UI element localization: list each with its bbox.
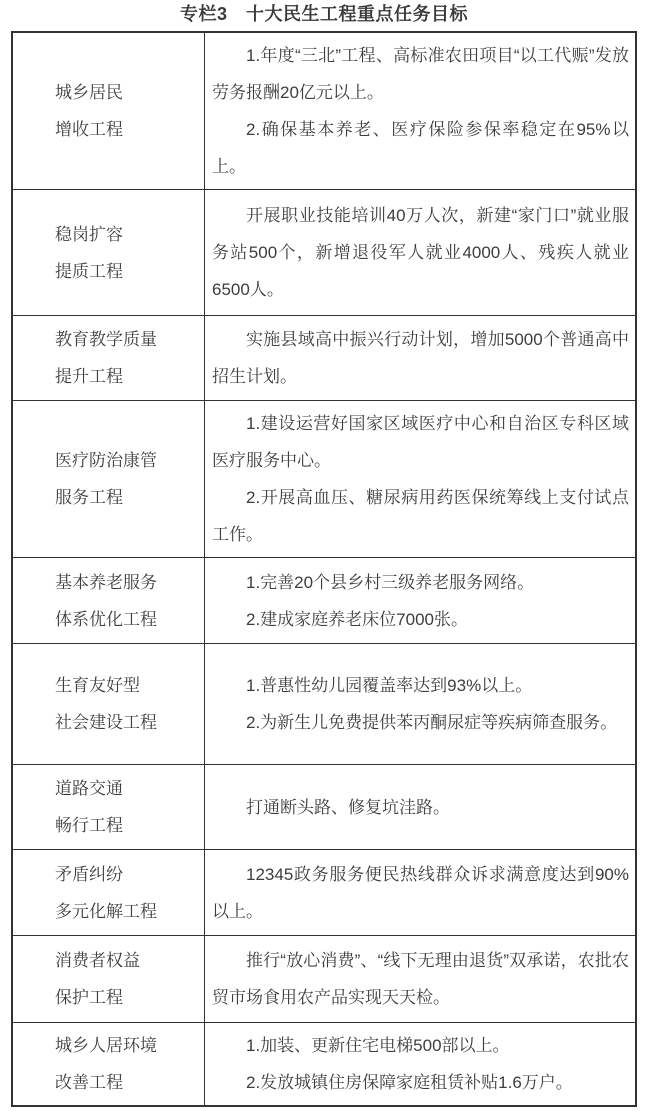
- task-detail-cell: [205, 644, 635, 764]
- task-paragraph: 1.完善20个县乡村三级养老服务网络。: [246, 572, 535, 592]
- panel-title: 专栏3 十大民生工程重点任务目标: [179, 4, 468, 24]
- project-name-line: 道路交通: [55, 779, 123, 798]
- task-paragraph: 2.为新生儿免费提供苯丙酮尿症等疾病筛查服务。: [246, 713, 618, 732]
- project-name-line: 矛盾纠纷: [55, 864, 123, 884]
- task-detail-cell: [205, 850, 635, 935]
- task-detail-cell: [205, 190, 635, 315]
- project-name-line: 医疗防治康管: [55, 451, 157, 470]
- task-paragraph: 2.建成家庭养老床位7000张。: [246, 609, 468, 629]
- task-paragraph: 1.普惠性幼儿园覆盖率达到93%以上。: [246, 676, 533, 695]
- task-paragraph: 12345政务服务便民热线群众诉求满意度达到90%以上。: [212, 864, 629, 921]
- project-name-line: 城乡人居环境: [55, 1036, 157, 1055]
- tasks-table: [11, 31, 637, 1107]
- project-name-line: 多元化解工程: [55, 901, 157, 921]
- table-row: [13, 33, 635, 189]
- project-name-cell: [13, 644, 205, 764]
- project-name-cell: [13, 33, 205, 189]
- table-row: [13, 643, 635, 764]
- task-detail-cell: [205, 316, 635, 400]
- project-name-line: 稳岗扩容: [55, 224, 123, 244]
- project-name-line: 提质工程: [55, 261, 123, 281]
- task-detail-cell: [205, 1023, 635, 1105]
- table-row: [13, 935, 635, 1022]
- task-detail-cell: [205, 33, 635, 189]
- project-name-cell: [13, 850, 205, 935]
- table-row: [13, 1022, 635, 1105]
- project-name-cell: [13, 558, 205, 643]
- project-name-line: 生育友好型: [55, 676, 140, 695]
- project-name-cell: [13, 401, 205, 557]
- project-name-line: 保护工程: [55, 988, 123, 1007]
- project-name-line: 城乡居民: [55, 83, 123, 102]
- task-paragraph: 推行“放心消费”、“线下无理由退货”双承诺，农批农贸市场食用农产品实现天天检。: [212, 951, 629, 1007]
- project-name-cell: [13, 765, 205, 849]
- project-name-line: 服务工程: [55, 488, 123, 507]
- project-name-line: 消费者权益: [55, 951, 140, 970]
- table-row: [13, 400, 635, 557]
- project-name-line: 增收工程: [55, 120, 123, 139]
- task-detail-cell: [205, 936, 635, 1022]
- task-paragraph: 实施县域高中振兴行动计划，增加5000个普通高中招生计划。: [212, 330, 629, 386]
- project-name-line: 改善工程: [55, 1073, 123, 1092]
- task-paragraph: 1.建设运营好国家区域医疗中心和自治区专科区域医疗服务中心。: [212, 414, 629, 470]
- task-detail-cell: [205, 765, 635, 849]
- task-paragraph: 开展职业技能培训40万人次，新建“家门口”就业服务站500个，新增退役军人就业4000人、残疾人就业6500人。: [212, 206, 629, 299]
- task-detail-cell: [205, 401, 635, 557]
- project-name-line: 社会建设工程: [55, 713, 157, 732]
- project-name-cell: [13, 190, 205, 315]
- task-paragraph: 2.确保基本养老、医疗保险参保率稳定在95%以上。: [212, 120, 629, 176]
- project-name-cell: [13, 316, 205, 400]
- project-name-line: 体系优化工程: [55, 609, 157, 629]
- table-row: [13, 849, 635, 935]
- task-paragraph: 1.年度“三北”工程、高标准农田项目“以工代赈”发放劳务报酬20亿元以上。: [212, 46, 629, 102]
- task-paragraph: 1.加装、更新住宅电梯500部以上。: [246, 1036, 510, 1055]
- project-name-line: 畅行工程: [55, 816, 123, 835]
- project-name-line: 基本养老服务: [55, 572, 157, 592]
- project-name-line: 教育教学质量: [55, 330, 157, 349]
- table-row: [13, 189, 635, 315]
- task-paragraph: 打通断头路、修复坑洼路。: [246, 797, 450, 817]
- table-row: [13, 764, 635, 849]
- task-detail-cell: [205, 558, 635, 643]
- project-name-cell: [13, 936, 205, 1022]
- table-row: [13, 315, 635, 400]
- table-row: [13, 557, 635, 643]
- task-paragraph: 2.发放城镇住房保障家庭租赁补贴1.6万户。: [246, 1073, 573, 1092]
- project-name-cell: [13, 1023, 205, 1105]
- project-name-line: 提升工程: [55, 367, 123, 386]
- task-paragraph: 2.开展高血压、糖尿病用药医保统筹线上支付试点工作。: [212, 488, 629, 544]
